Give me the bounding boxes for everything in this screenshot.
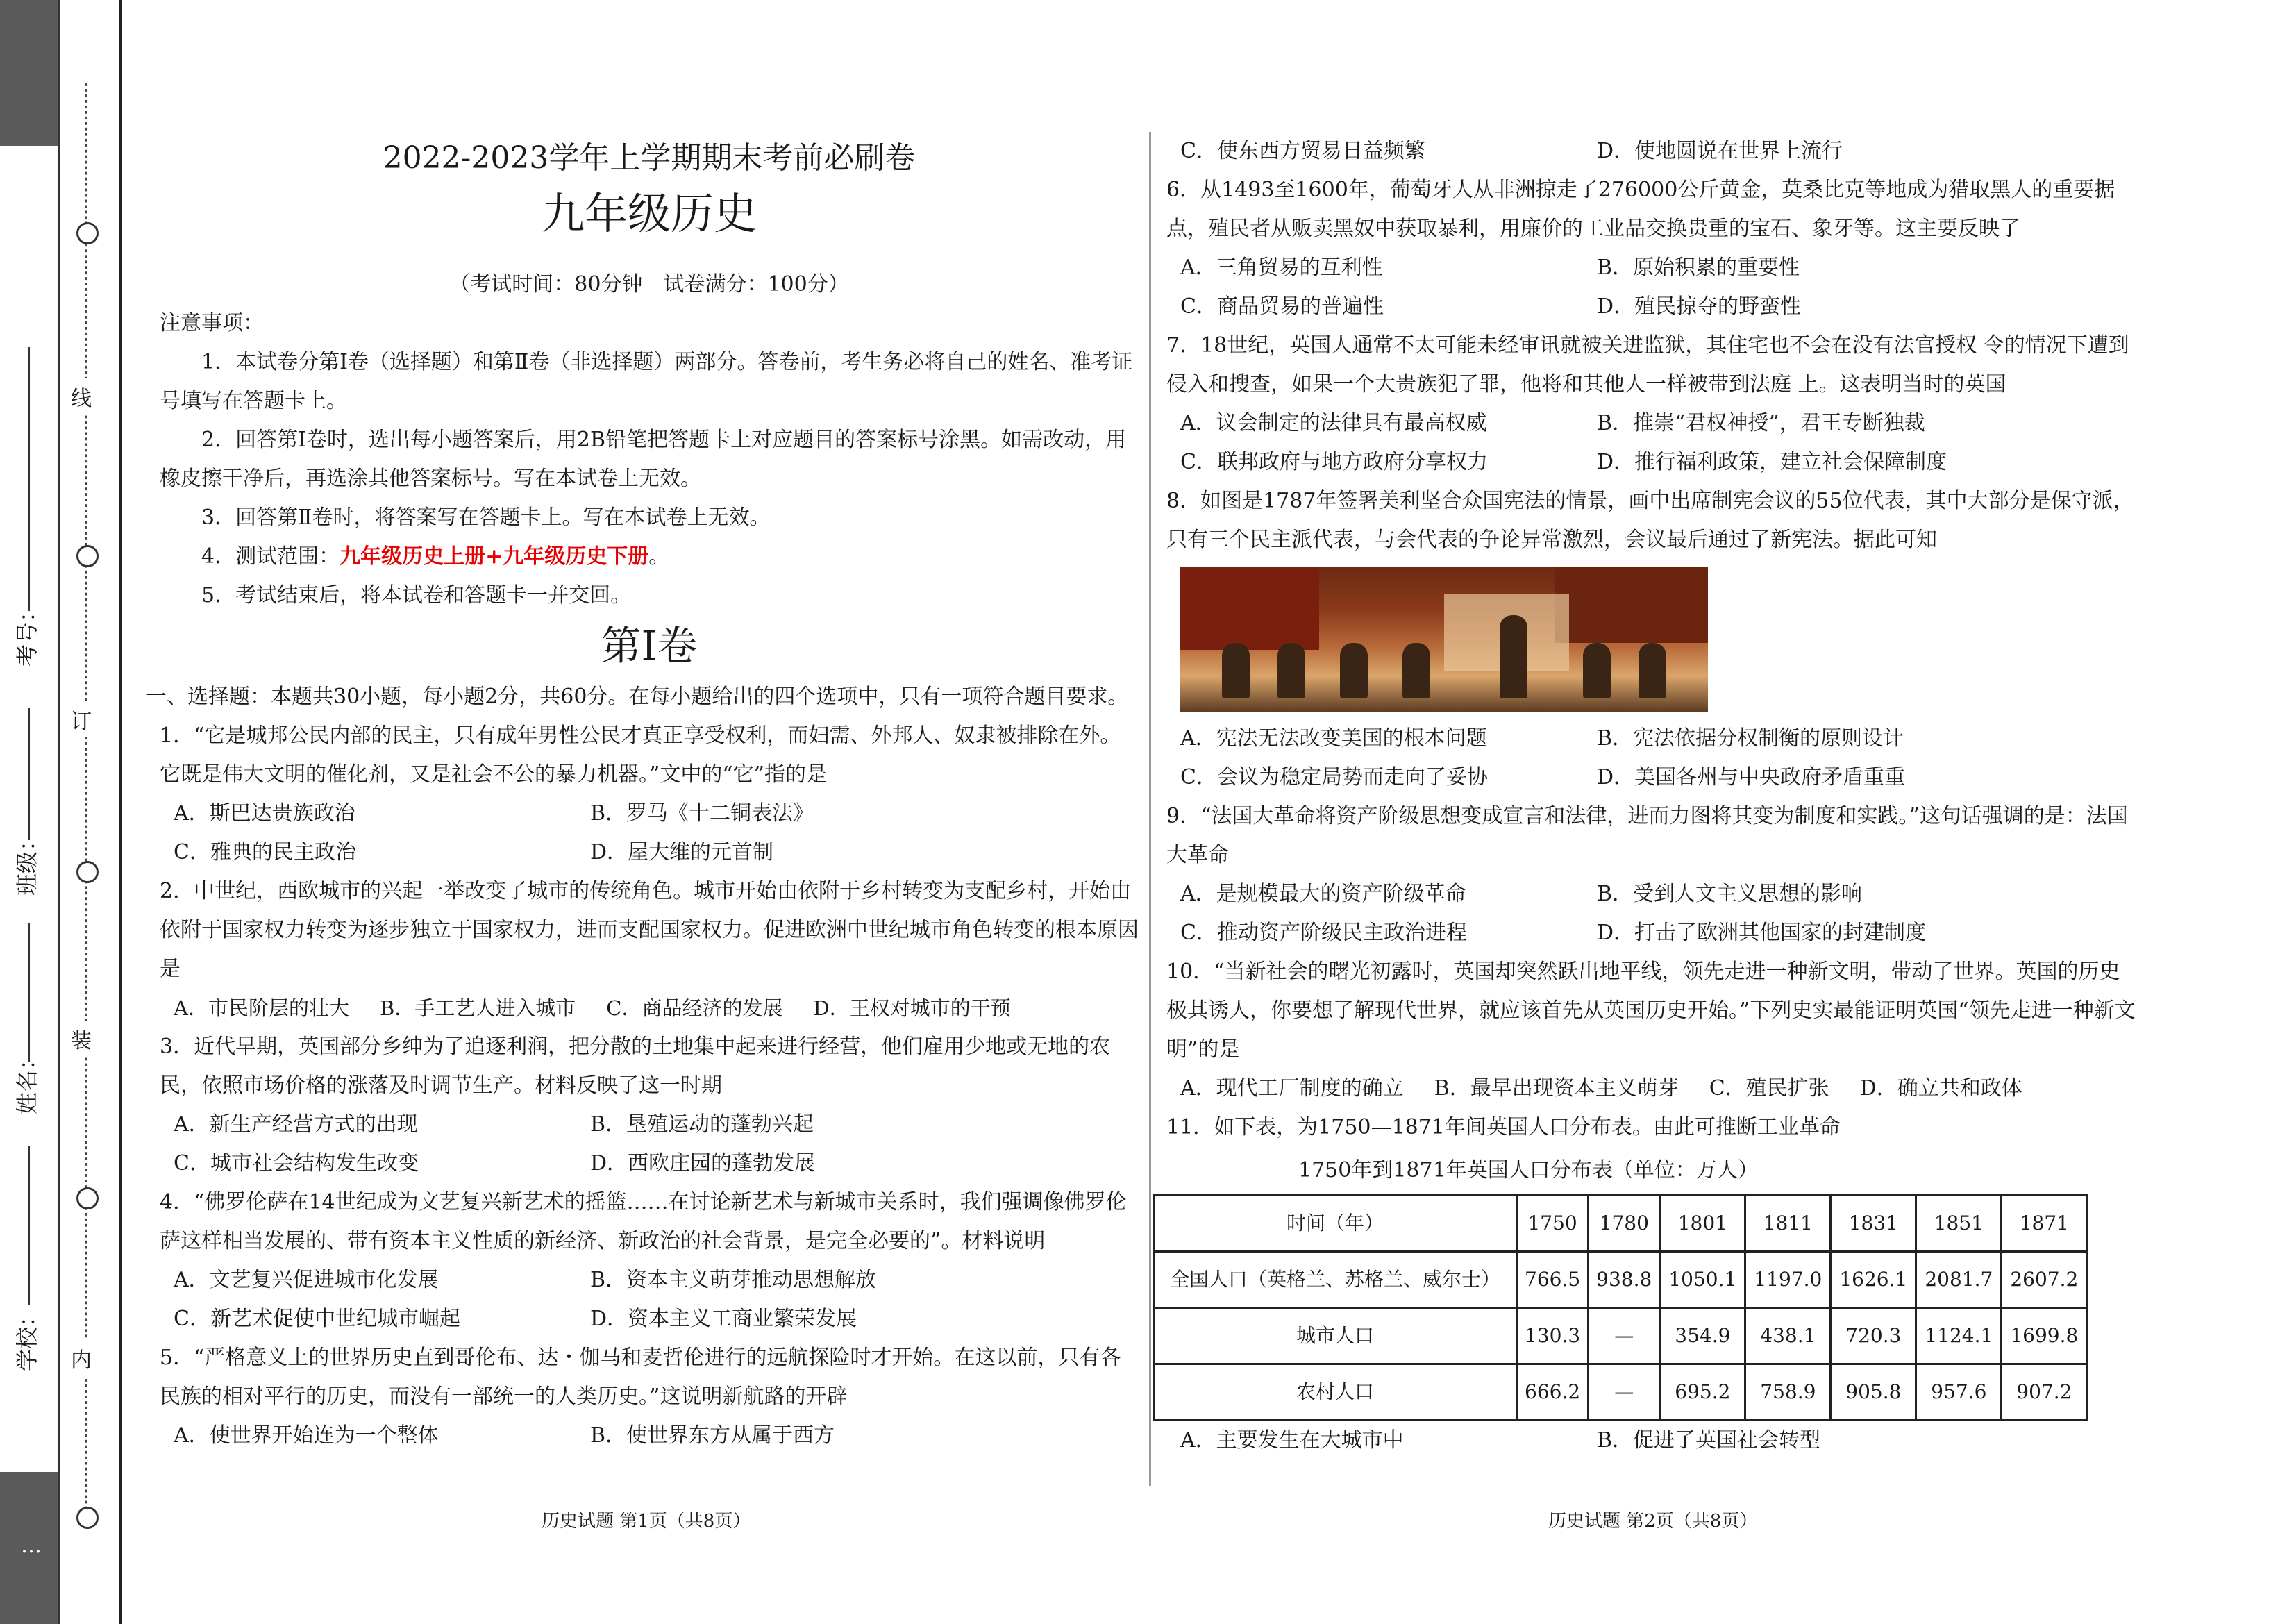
note-item: 3．回答第Ⅱ卷时，将答案写在答题卡上。写在本试卷上无效。 bbox=[201, 505, 771, 530]
table-cell: 354.9 bbox=[1660, 1308, 1745, 1364]
painting-figure bbox=[1583, 643, 1611, 698]
binding-hole-icon bbox=[76, 1507, 99, 1529]
painting-curtain bbox=[1555, 567, 1708, 643]
binding-mark-nei: 内 bbox=[71, 1340, 92, 1376]
page-2-column bbox=[1166, 132, 2138, 1460]
table-header-cell: 1871 bbox=[2002, 1196, 2087, 1252]
option: B．资本主义萌芽推动思想解放 bbox=[590, 1268, 877, 1292]
option: B．最早出现资本主义萌芽 bbox=[1434, 1076, 1679, 1100]
binding-hole-icon bbox=[76, 1187, 99, 1209]
option: D．打击了欧洲其他国家的封建制度 bbox=[1597, 921, 1927, 945]
table-cell: 905.8 bbox=[1831, 1364, 1916, 1421]
table-cell: 1197.0 bbox=[1745, 1252, 1831, 1308]
table-row bbox=[1154, 1364, 2087, 1421]
question-stem: 3．近代早期，英国部分乡绅为了追逐利润，把分散的土地集中起来进行经营，他们雇用少地或无地的农民，依照市场价格的涨落及时调节生产。材料反映了这一时期 bbox=[160, 1035, 1111, 1098]
question-3 bbox=[160, 1028, 1139, 1183]
table-cell: 1699.8 bbox=[2002, 1308, 2087, 1364]
table-cell: 666.2 bbox=[1517, 1364, 1589, 1421]
option: A．现代工厂制度的确立 bbox=[1180, 1076, 1404, 1100]
question-5 bbox=[160, 1339, 1139, 1455]
question-7 bbox=[1166, 326, 2138, 482]
painting-figure bbox=[1277, 643, 1305, 698]
table-cell: 766.5 bbox=[1517, 1252, 1589, 1308]
binding-hole-icon bbox=[76, 861, 99, 883]
school-label: 学校： bbox=[14, 1304, 40, 1371]
binding-mark-zhuang: 装 bbox=[71, 1021, 92, 1057]
note-scope-label: 4．测试范围： bbox=[201, 544, 340, 569]
option: B．原始积累的重要性 bbox=[1597, 256, 1800, 280]
option: D．王权对城市的干预 bbox=[813, 996, 1011, 1020]
class-label: 班级： bbox=[14, 828, 40, 896]
option: A．文艺复兴促进城市化发展 bbox=[174, 1268, 439, 1292]
page-footer-right: 历史试题 第2页（共8页） bbox=[1548, 1511, 1758, 1532]
option: C．商品经济的发展 bbox=[606, 996, 783, 1020]
option: C．联邦政府与地方政府分享权力 bbox=[1180, 450, 1488, 474]
option: D．资本主义工商业繁荣发展 bbox=[590, 1307, 857, 1331]
table-header-cell: 时间（年） bbox=[1154, 1196, 1517, 1252]
question-stem: 6．从1493至1600年，葡萄牙人从非洲掠走了276000公斤黄金，莫桑比克等地成为猎取黑人的重要据点，殖民者从贩卖黑奴中获取暴利，用廉价的工业品交换贵重的宝石、象牙等。这主要反映了 bbox=[1166, 178, 2115, 241]
option: C．推动资产阶级民主政治进程 bbox=[1180, 921, 1467, 945]
option: B．推崇“君权神授”，君王专断独裁 bbox=[1597, 411, 1925, 435]
table-header-cell: 1750 bbox=[1517, 1196, 1589, 1252]
exam-info: （考试时间：80分钟 试卷满分：100分） bbox=[449, 272, 849, 296]
option: A．议会制定的法律具有最高权威 bbox=[1180, 411, 1487, 435]
note-item: 1．本试卷分第Ⅰ卷（选择题）和第Ⅱ卷（非选择题）两部分。答卷前，考生务必将自己的姓名、准考证号填写在答题卡上。 bbox=[160, 350, 1133, 413]
table-cell: 438.1 bbox=[1745, 1308, 1831, 1364]
note-scope-range: 九年级历史上册+九年级历史下册 bbox=[340, 544, 649, 569]
option: C．商品贸易的普遍性 bbox=[1180, 294, 1384, 319]
painting-figure bbox=[1500, 615, 1527, 698]
painting-figure bbox=[1639, 643, 1666, 698]
exam-id-label: 考号： bbox=[14, 599, 40, 667]
table-cell: 130.3 bbox=[1517, 1308, 1589, 1364]
binding-mark-xian: 线 bbox=[71, 378, 92, 415]
table-header-cell: 1780 bbox=[1589, 1196, 1660, 1252]
binding-hole-icon bbox=[76, 222, 99, 244]
option: B．受到人文主义思想的影响 bbox=[1597, 882, 1863, 906]
painting-figure bbox=[1222, 643, 1250, 698]
table-cell: 2607.2 bbox=[2002, 1252, 2087, 1308]
option: A．斯巴达贵族政治 bbox=[174, 801, 355, 826]
question-6 bbox=[1166, 171, 2138, 326]
option: D．美国各州与中央政府矛盾重重 bbox=[1597, 765, 1906, 789]
table-cell: 720.3 bbox=[1831, 1308, 1916, 1364]
exam-title: 2022-2023学年上学期期末考前必刷卷 bbox=[383, 140, 916, 176]
page-1-column bbox=[146, 125, 1139, 1455]
table-row bbox=[1154, 1252, 2087, 1308]
question-stem: 1．“它是城邦公民内部的民主，只有成年男性公民才真正享受权利，而妇需、外邦人、奴隶被排除在外。它既是伟大文明的催化剂，又是社会不公的暴力机器。”文中的“它”指的是 bbox=[160, 723, 1121, 787]
option: D．西欧庄园的蓬勃发展 bbox=[590, 1151, 816, 1175]
table-cell: 1626.1 bbox=[1831, 1252, 1916, 1308]
option: A．新生产经营方式的出现 bbox=[174, 1112, 418, 1137]
note-item: 2．回答第Ⅰ卷时，选出每小题答案后，用2B铅笔把答题卡上对应题目的答案标号涂黑。如需改动，用橡皮擦干净后，再选涂其他答案标号。写在本试卷上无效。 bbox=[160, 428, 1127, 491]
option: A．市民阶层的壮大 bbox=[174, 996, 349, 1020]
option: B．宪法依据分权制衡的原则设计 bbox=[1597, 726, 1904, 751]
table-cell: 758.9 bbox=[1745, 1364, 1831, 1421]
section-title: 第Ⅰ卷 bbox=[601, 622, 698, 669]
option: D．使地圆说在世界上流行 bbox=[1597, 139, 1843, 163]
section-instructions: 一、选择题：本题共30小题，每小题2分，共60分。在每小题给出的四个选项中，只有一项符合题目要求。 bbox=[146, 685, 1129, 709]
table-header-row bbox=[1154, 1196, 2087, 1252]
column-divider bbox=[1149, 132, 1151, 1486]
option: B．使世界东方从属于西方 bbox=[590, 1423, 835, 1448]
table-caption: 1750年到1871年英国人口分布表（单位：万人） bbox=[1298, 1158, 1759, 1182]
painting-figure bbox=[1340, 643, 1368, 698]
binding-dotted-line bbox=[85, 83, 87, 1527]
option: C．雅典的民主政治 bbox=[174, 840, 356, 864]
option: A．宪法无法改变美国的根本问题 bbox=[1180, 726, 1487, 751]
option: C．城市社会结构发生改变 bbox=[174, 1151, 419, 1175]
class-blank bbox=[28, 708, 30, 840]
question-stem: 5．“严格意义上的世界历史直到哥伦布、达・伽马和麦哲伦进行的远航探险时才开始。在这以前，只有各民族的相对平行的历史，而没有一部统一的人类历史。”这说明新航路的开辟 bbox=[160, 1346, 1121, 1409]
option: A．主要发生在大城市中 bbox=[1180, 1428, 1404, 1453]
option: D．确立共和政体 bbox=[1859, 1076, 2022, 1100]
table-cell: 1050.1 bbox=[1660, 1252, 1745, 1308]
binding-ellipsis: … bbox=[21, 1534, 42, 1558]
painting-curtain bbox=[1180, 567, 1319, 650]
question-stem: 8．如图是1787年签署美利坚合众国宪法的情景，画中出席制宪会议的55位代表，其中大部分是保守派，只有三个民主派代表，与会代表的争论异常激烈，会议最后通过了新宪法。据此可知 bbox=[1166, 489, 2134, 552]
option: C．殖民扩张 bbox=[1709, 1076, 1829, 1100]
option: A．使世界开始连为一个整体 bbox=[174, 1423, 439, 1448]
option: C．会议为稳定局势而走向了妥协 bbox=[1180, 765, 1488, 789]
page-footer-left: 历史试题 第1页（共8页） bbox=[542, 1511, 751, 1532]
exam-id-blank bbox=[28, 347, 30, 611]
table-cell: 农村人口 bbox=[1154, 1364, 1517, 1421]
option: C．新艺术促使中世纪城市崛起 bbox=[174, 1307, 460, 1331]
question-stem: 9．“法国大革命将资产阶级思想变成宣言和法律，进而力图将其变为制度和实践。”这句话强调的是：法国大革命 bbox=[1166, 804, 2128, 867]
table-cell: 1124.1 bbox=[1916, 1308, 2002, 1364]
question-stem: 7．18世纪，英国人通常不太可能未经审讯就被关进监狱，其住宅也不会在没有法官授权 令的情况下遭到侵入和搜查，如果一个大贵族犯了罪，他将和其他人一样被带到法庭 上。这表明当时的英国 bbox=[1166, 333, 2129, 396]
table-cell: 城市人口 bbox=[1154, 1308, 1517, 1364]
name-blank bbox=[28, 923, 30, 1062]
table-header-cell: 1811 bbox=[1745, 1196, 1831, 1252]
option: A．三角贸易的互利性 bbox=[1180, 256, 1383, 280]
question-11 bbox=[1166, 1108, 2138, 1460]
option: B．促进了英国社会转型 bbox=[1597, 1428, 1821, 1453]
option: B．罗马《十二铜表法》 bbox=[590, 801, 814, 826]
subject-title: 九年级历史 bbox=[541, 188, 757, 239]
question-stem: 10．“当新社会的曙光初露时，英国却突然跃出地平线，领先走进一种新文明，带动了世界。英国的历史极其诱人，你要想了解现代世界，就应该首先从英国历史开始。”下列史实最能证明英国“领先走进一种新文明”的是 bbox=[1166, 960, 2136, 1062]
table-cell: — bbox=[1589, 1364, 1660, 1421]
note-item-scope bbox=[160, 537, 1139, 576]
question-4 bbox=[160, 1183, 1139, 1339]
table-cell: 全国人口（英格兰、苏格兰、威尔士） bbox=[1154, 1252, 1517, 1308]
school-blank bbox=[28, 1146, 30, 1305]
table-cell: — bbox=[1589, 1308, 1660, 1364]
notes-heading: 注意事项： bbox=[160, 311, 264, 335]
question-5-continued bbox=[1166, 132, 2138, 171]
painting-figure bbox=[1402, 643, 1430, 698]
question-1 bbox=[160, 717, 1139, 872]
table-header-cell: 1801 bbox=[1660, 1196, 1745, 1252]
table-cell: 695.2 bbox=[1660, 1364, 1745, 1421]
option: D．殖民掠夺的野蛮性 bbox=[1597, 294, 1802, 319]
binding-line bbox=[58, 0, 60, 1624]
binding-strip bbox=[0, 0, 124, 1624]
note-item: 5．考试结束后，将本试卷和答题卡一并交回。 bbox=[201, 583, 632, 608]
question-8 bbox=[1166, 482, 2138, 797]
option: B．垦殖运动的蓬勃兴起 bbox=[590, 1112, 814, 1137]
name-label: 姓名： bbox=[14, 1047, 40, 1114]
question-stem: 2．中世纪，西欧城市的兴起一举改变了城市的传统角色。城市开始由依附于乡村转变为支配乡村，开始由依附于国家权力转变为逐步独立于国家权力，进而支配国家权力。促进欧洲中世纪城市角色转变的根本原因是 bbox=[160, 879, 1139, 981]
table-header-cell: 1851 bbox=[1916, 1196, 2002, 1252]
option: D．推行福利政策，建立社会保障制度 bbox=[1597, 450, 1947, 474]
binding-mark-ding: 订 bbox=[71, 701, 92, 737]
binding-hole-icon bbox=[76, 545, 99, 567]
question-stem: 11．如下表，为1750—1871年间英国人口分布表。由此可推断工业革命 bbox=[1166, 1115, 1841, 1139]
constitutional-convention-painting bbox=[1180, 567, 1708, 712]
question-stem: 4．“佛罗伦萨在14世纪成为文艺复兴新艺术的摇篮……在讨论新艺术与新城市关系时，我们强调像佛罗伦萨这样相当发展的、带有资本主义性质的新经济、新政治的社会背景，是完全必要的”。材料说明 bbox=[160, 1190, 1127, 1253]
table-cell: 957.6 bbox=[1916, 1364, 2002, 1421]
option: A．是规模最大的资产阶级革命 bbox=[1180, 882, 1466, 906]
population-table bbox=[1153, 1194, 2088, 1421]
table-cell: 938.8 bbox=[1589, 1252, 1660, 1308]
binding-gray-bar-top bbox=[0, 0, 58, 146]
option: B．手工艺人进入城市 bbox=[379, 996, 576, 1020]
option: D．屋大维的元首制 bbox=[590, 840, 774, 864]
note-scope-suffix: 。 bbox=[648, 544, 670, 569]
question-2 bbox=[160, 872, 1139, 1028]
option: C．使东西方贸易日益频繁 bbox=[1180, 139, 1425, 163]
question-9 bbox=[1166, 797, 2138, 953]
table-header-cell: 1831 bbox=[1831, 1196, 1916, 1252]
question-10 bbox=[1166, 953, 2138, 1108]
table-cell: 2081.7 bbox=[1916, 1252, 2002, 1308]
table-cell: 907.2 bbox=[2002, 1364, 2087, 1421]
table-row bbox=[1154, 1308, 2087, 1364]
binding-border bbox=[119, 0, 122, 1624]
